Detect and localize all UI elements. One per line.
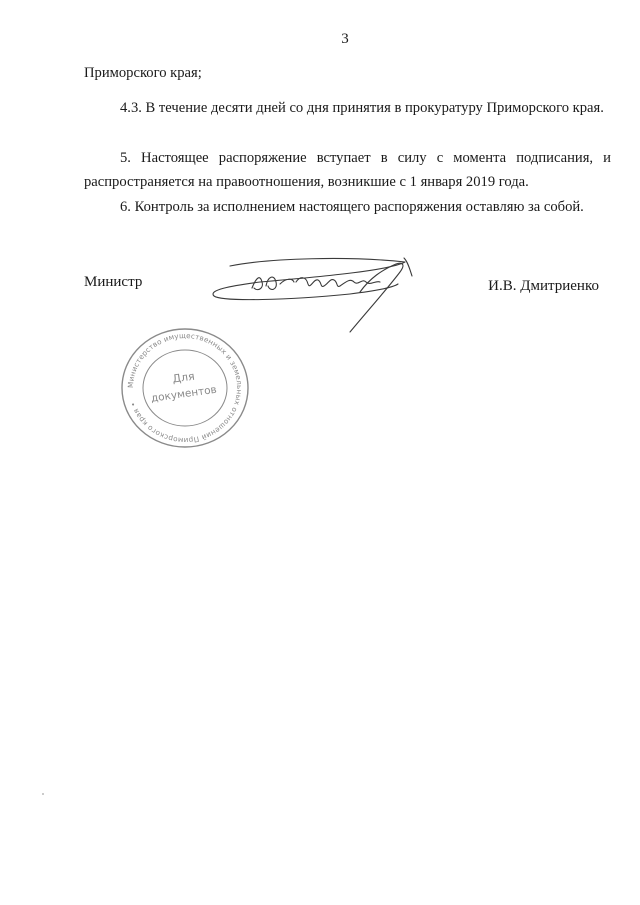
signature-letters bbox=[252, 277, 380, 290]
signatory-name: И.В. Дмитриенко bbox=[488, 278, 599, 294]
paragraph-5-text: 5. Настоящее распоряжение вступает в силу с момента подписания, и распространяется на правоотношения, возникшие с 1 января 2019 года. bbox=[84, 150, 611, 190]
official-stamp bbox=[119, 327, 251, 449]
scan-speck bbox=[42, 793, 44, 795]
signature-outer-loop bbox=[213, 259, 405, 300]
page-number: 3 bbox=[341, 31, 349, 47]
paragraph-5 bbox=[84, 146, 611, 194]
signature-tick bbox=[404, 258, 412, 276]
paragraph-4-3-text: 4.3. В течение десяти дней со дня принятия в прокуратуру Приморского края. bbox=[120, 100, 604, 116]
signature-flourish bbox=[350, 263, 403, 332]
paragraph-6-text: 6. Контроль за исполнением настоящего распоряжения оставляю за собой. bbox=[120, 199, 584, 215]
stamp-ring-text: Министерство имущественных и земельных отношений Приморского края • bbox=[125, 330, 245, 446]
paragraph-6 bbox=[84, 195, 611, 219]
paragraph-4-3 bbox=[84, 96, 611, 120]
signatory-position: Министр bbox=[84, 274, 143, 290]
stamp-center-line2: документов bbox=[150, 383, 218, 405]
paragraph-continuation: Приморского края; bbox=[84, 65, 202, 81]
stamp-center-line1: Для bbox=[171, 369, 196, 386]
